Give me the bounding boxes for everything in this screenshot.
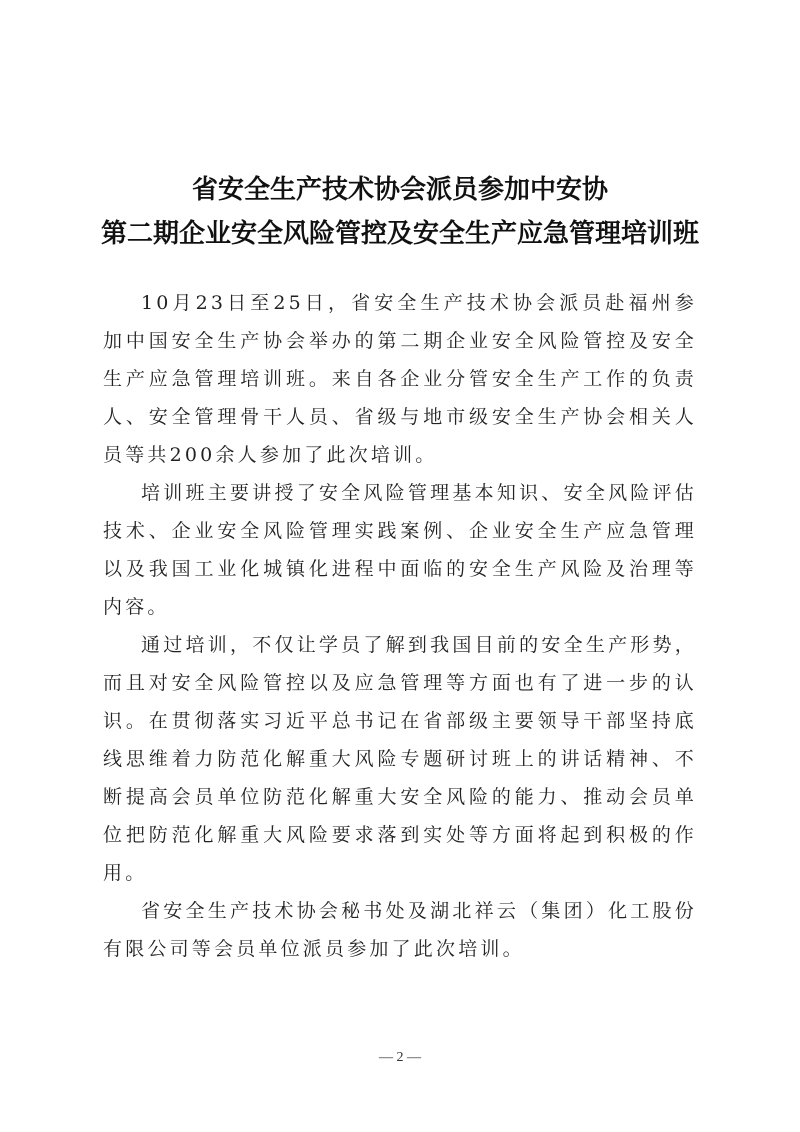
document-title [0, 168, 800, 256]
title-line-2: 第二期企业安全风险管控及安全生产应急管理培训班 [100, 219, 699, 249]
page-number: — 2 — [379, 1050, 421, 1065]
paragraph-2: 培训班主要讲授了安全风险管理基本知识、安全风险评估技术、企业安全风险管理实践案例、企业安全生产应急管理以及我国工业化城镇化进程中面临的安全生产风险及治理等内容。 [103, 482, 697, 618]
paragraph-4: 省安全生产技术协会秘书处及湖北祥云（集团）化工股份有限公司等会员单位派员参加了此次培训。 [103, 900, 697, 960]
title-line-1: 省安全生产技术协会派员参加中安协 [191, 175, 608, 205]
paragraph-3: 通过培训，不仅让学员了解到我国目前的安全生产形势，而且对安全风险管控以及应急管理等方面也有了进一步的认识。在贯彻落实习近平总书记在省部级主要领导干部坚持底线思维着力防范化解重大风险专题研讨班上的讲话精神、不断提高会员单位防范化解重大安全风险的能力、推动会员单位把防范化解重大风险要求落到实处等方面将起到积极的作用。 [103, 634, 697, 884]
paragraph-1: 10月23日至25日，省安全生产技术协会派员赴福州参加中国安全生产协会举办的第二期企业安全风险管控及安全生产应急管理培训班。来自各企业分管安全生产工作的负责人、安全管理骨干人员、省级与地市级安全生产协会相关人员等共200余人参加了此次培训。 [103, 292, 697, 466]
document-body [103, 284, 697, 968]
